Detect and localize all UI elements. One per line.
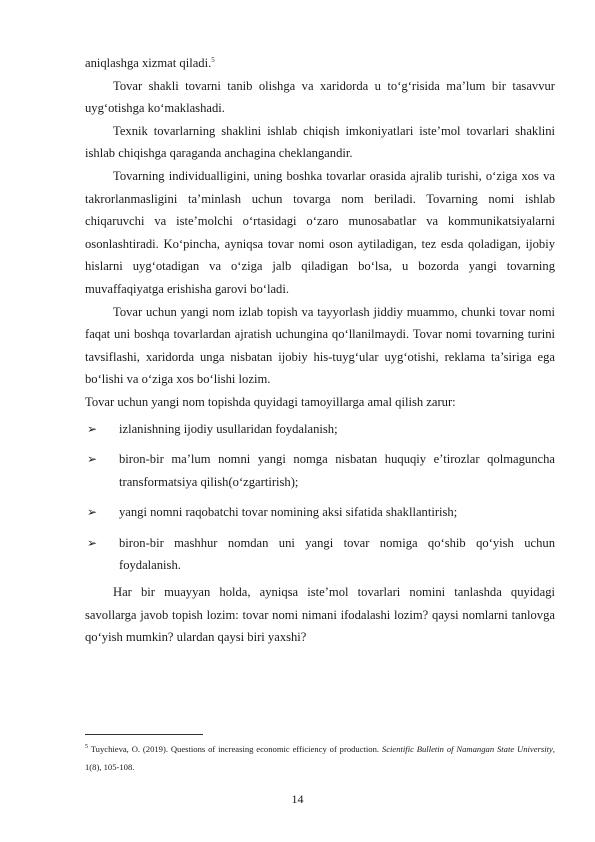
paragraph-6: Har bir muayyan holda, ayniqsa iste’mol tovarlari nomini tanlashda quyidagi savollarga javob topish lozim: tovar nomi nimani ifodalashi lozim? qaysi nomlarni tanlovga qo‘yish mumkin? ulardan qaysi biri yaxshi? — [85, 585, 555, 645]
page-body — [85, 52, 555, 649]
paragraph-1: Tovar shakli tovarni tanib olishga va xaridorda u to‘g‘risida ma’lum bir tasavvur uyg‘otishga ko‘maklashadi. — [85, 78, 555, 116]
arrow-bullet-icon: ➢ — [87, 421, 98, 436]
list-item: ➢ yangi nomni raqobatchi tovar nomining aksi sifatida shakllantirish; — [85, 501, 555, 524]
list-item: ➢ biron-bir mashhur nomdan uni yangi tovar nomiga qo‘shib qo‘yish uchun foydalanish. — [85, 532, 555, 577]
footnote-ref[interactable]: 5 — [211, 56, 215, 64]
arrow-bullet-icon: ➢ — [87, 505, 98, 520]
paragraph-3: Tovarning individualligini, uning boshka tovarlar orasida ajralib turishi, o‘ziga xos va takrorlanmasligini ta’minlash uchun tovarga nom beriladi. Tovarning nomi ishlab chiqaruvchi va iste’molchi o‘rtasidagi o‘zaro munosabatlar va kommunikatsiyalarni osonlashtiradi. Ko‘pincha, ayniqsa tovar nomi oson aytiladigan, tez esda qoladigan, ijobiy hislarni uyg‘otadigan va o‘ziga jalb qiladigan bo‘lsa, u bozorda yangi tovarning muvaffaqiyatga erishisha garovi bo‘ladi. — [85, 168, 555, 296]
paragraph-0: aniqlashga xizmat qiladi.$^5$ — [85, 56, 215, 70]
list-item: ➢ biron-bir ma’lum nomni yangi nomga nisbatan huquqiy e’tirozlar qolmaguncha transformatsiya qilish(o‘zgartirish); — [85, 448, 555, 493]
journal-title: Scientific Bulletin of Namangan State University — [381, 744, 553, 754]
arrow-bullet-icon: ➢ — [87, 452, 98, 467]
footnote: $^5$ Tuychieva, O. (2019). Questions of increasing economic efficiency of production. Scientific Bulletin of Namangan State University, 1(8), 105-108. — [85, 744, 555, 772]
footnote-divider — [85, 734, 203, 735]
list-item: ➢ izlanishning ijodiy usullaridan foydalanish; — [85, 418, 555, 441]
paragraph-4: Tovar uchun yangi nom izlab topish va tayyorlash jiddiy muammo, chunki tovar nomi faqat uni boshqa tovarlardan ajratish uchungina qo‘llanilmaydi. Tovar nomi tovarning turini tavsiflashi, xaridorda unga nisbatan ijobiy his-tuyg‘ular uyg‘otishi, reklama ta’siriga ega bo‘lishi va o‘ziga xos bo‘lishi lozim. — [85, 304, 555, 387]
arrow-bullet-icon: ➢ — [87, 535, 98, 550]
page-number: 14 — [291, 792, 304, 806]
paragraph-5: Tovar uchun yangi nom topishda quyidagi tamoyillarga amal qilish zarur: — [85, 394, 456, 409]
principles-list — [85, 418, 555, 578]
paragraph-2: Texnik tovarlarning shaklini ishlab chiqish imkoniyatlari iste’mol tovarlari shaklini ishlab chiqishga qaraganda anchagina cheklangandir. — [85, 123, 555, 161]
